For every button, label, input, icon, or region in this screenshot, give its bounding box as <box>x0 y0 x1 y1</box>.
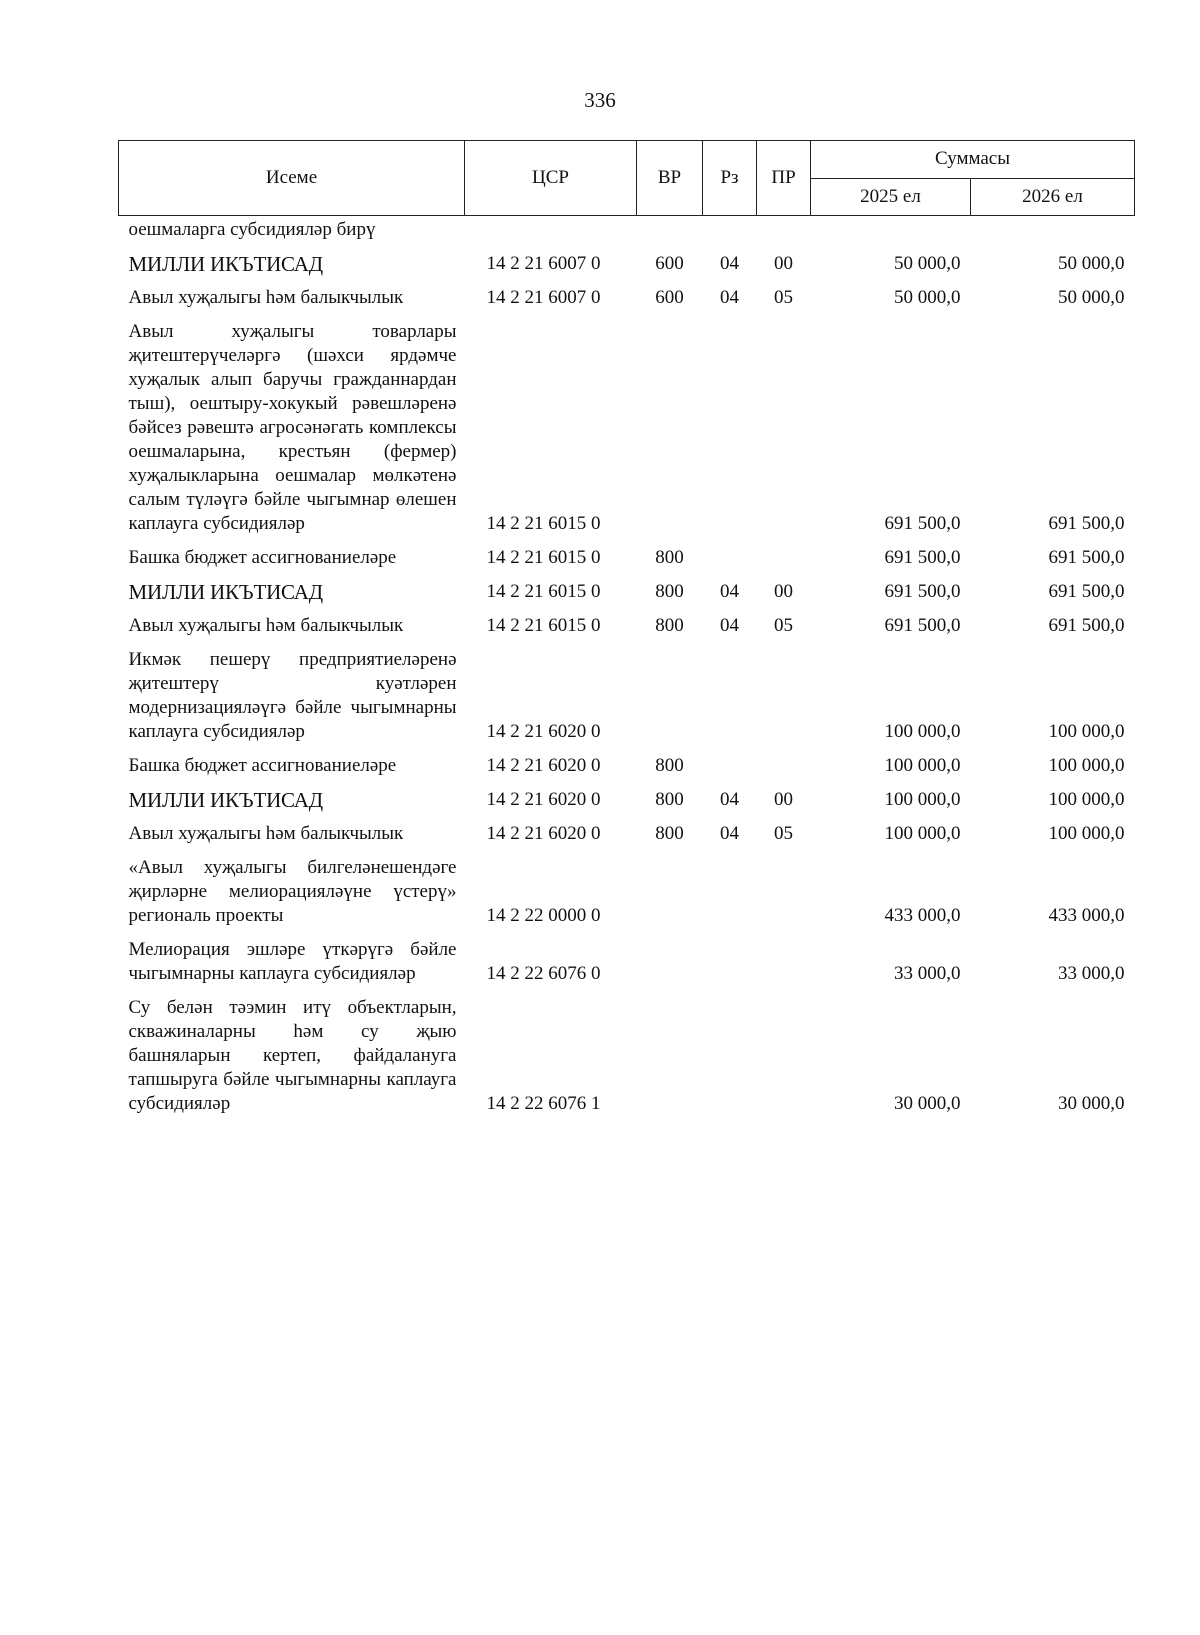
name-cell: МИЛЛИ ИКЪТИСАД <box>128 580 323 604</box>
pr-cell <box>757 216 811 243</box>
table-row <box>119 536 1135 570</box>
table-row <box>119 276 1135 310</box>
name-cell: оешмаларга субсидияләр бирү <box>128 219 376 240</box>
pr-cell: 05 <box>774 287 793 308</box>
name-cell: МИЛЛИ ИКЪТИСАД <box>128 252 323 276</box>
csr-cell <box>465 216 637 243</box>
pr-cell <box>757 846 811 928</box>
amount-2025-cell: 100 000,0 <box>884 755 961 776</box>
pr-cell <box>757 744 811 778</box>
amount-2025-cell: 691 500,0 <box>884 615 961 636</box>
header-year-2025: 2025 ел <box>811 178 971 216</box>
pr-cell: 05 <box>774 615 793 636</box>
vr-cell: 800 <box>655 755 684 776</box>
amount-2025-cell: 691 500,0 <box>884 547 961 568</box>
vr-cell: 600 <box>655 287 684 308</box>
header-pr: ПР <box>757 141 811 216</box>
amount-2026-cell: 691 500,0 <box>1048 513 1125 534</box>
table-row <box>119 242 1135 276</box>
name-cell: МИЛЛИ ИКЪТИСАД <box>128 788 323 812</box>
rz-cell: 04 <box>720 287 739 308</box>
rz-cell <box>703 638 757 744</box>
rz-cell <box>703 310 757 536</box>
table-row <box>119 604 1135 638</box>
pr-cell: 00 <box>774 253 793 274</box>
rz-cell <box>703 928 757 986</box>
rz-cell: 04 <box>720 823 739 844</box>
rz-cell: 04 <box>720 253 739 274</box>
vr-cell: 800 <box>655 547 684 568</box>
amount-2026-cell: 100 000,0 <box>1048 789 1125 810</box>
table-body <box>119 216 1135 1117</box>
csr-cell: 14 2 21 6007 0 <box>486 253 601 274</box>
table-header <box>119 141 1135 216</box>
rz-cell <box>703 846 757 928</box>
name-cell: Башка бюджет ассигнованиеләре <box>128 547 397 568</box>
csr-cell: 14 2 21 6020 0 <box>486 823 601 844</box>
budget-table <box>118 140 1135 1116</box>
vr-cell: 800 <box>655 615 684 636</box>
amount-2026-cell: 100 000,0 <box>1048 721 1125 742</box>
rz-cell: 04 <box>720 581 739 602</box>
rz-cell: 04 <box>720 615 739 636</box>
amount-2026-cell <box>971 216 1135 243</box>
amount-2025-cell: 433 000,0 <box>884 905 961 926</box>
rz-cell <box>703 536 757 570</box>
name-cell: Башка бюджет ассигнованиеләре <box>128 755 397 776</box>
amount-2025-cell <box>811 216 971 243</box>
header-year-2026: 2026 ел <box>971 178 1135 216</box>
table-row <box>119 638 1135 744</box>
vr-cell <box>637 928 703 986</box>
amount-2026-cell: 33 000,0 <box>1058 963 1125 984</box>
amount-2025-cell: 100 000,0 <box>884 721 961 742</box>
amount-2025-cell: 50 000,0 <box>894 287 961 308</box>
amount-2026-cell: 691 500,0 <box>1048 615 1125 636</box>
rz-cell <box>703 744 757 778</box>
csr-cell: 14 2 21 6015 0 <box>486 615 601 636</box>
amount-2025-cell: 100 000,0 <box>884 823 961 844</box>
amount-2025-cell: 33 000,0 <box>894 963 961 984</box>
name-cell: «Авыл хуҗалыгы билгеләнешендәге җирләрне мелиорацияләүне үстерү» региональ проекты <box>128 857 457 926</box>
table-row <box>119 778 1135 812</box>
amount-2025-cell: 691 500,0 <box>884 581 961 602</box>
amount-2026-cell: 691 500,0 <box>1048 581 1125 602</box>
table-row <box>119 846 1135 928</box>
csr-cell: 14 2 22 6076 0 <box>486 963 601 984</box>
name-cell: Мелиорация эшләре үткәрүгә бәйле чыгымнарны каплауга субсидияләр <box>128 939 457 984</box>
pr-cell <box>757 310 811 536</box>
header-name: Исеме <box>119 141 465 216</box>
vr-cell: 600 <box>655 253 684 274</box>
table-row <box>119 928 1135 986</box>
name-cell: Авыл хуҗалыгы һәм балыкчылык <box>128 615 404 636</box>
table-row <box>119 744 1135 778</box>
amount-2026-cell: 691 500,0 <box>1048 547 1125 568</box>
name-cell: Икмәк пешерү предприятиеләренә җитештерү куәтләрен модернизацияләүгә бәйле чыгымнарны каплауга субсидияләр <box>128 649 457 742</box>
amount-2025-cell: 100 000,0 <box>884 789 961 810</box>
rz-cell <box>703 986 757 1116</box>
header-rz: Рз <box>703 141 757 216</box>
vr-cell: 800 <box>655 789 684 810</box>
table-row <box>119 216 1135 243</box>
amount-2026-cell: 50 000,0 <box>1058 287 1125 308</box>
table-row <box>119 812 1135 846</box>
page-number: 336 <box>584 88 616 112</box>
name-cell: Авыл хуҗалыгы һәм балыкчылык <box>128 823 404 844</box>
csr-cell: 14 2 21 6015 0 <box>486 547 601 568</box>
header-sums: Суммасы <box>811 141 1135 179</box>
csr-cell: 14 2 21 6020 0 <box>486 755 601 776</box>
name-cell: Су белән тәэмин итү объектларын, скважиналарны һәм су җыю башняларын кертеп, файдалануга тапшыруга бәйле чыгымнарны каплауга субсидияләр <box>128 997 457 1114</box>
pr-cell <box>757 928 811 986</box>
table-row <box>119 570 1135 604</box>
rz-cell <box>703 216 757 243</box>
pr-cell: 00 <box>774 581 793 602</box>
pr-cell <box>757 638 811 744</box>
amount-2026-cell: 50 000,0 <box>1058 253 1125 274</box>
csr-cell: 14 2 21 6007 0 <box>486 287 601 308</box>
amount-2025-cell: 30 000,0 <box>894 1093 961 1114</box>
vr-cell <box>637 310 703 536</box>
header-csr: ЦСР <box>465 141 637 216</box>
amount-2025-cell: 50 000,0 <box>894 253 961 274</box>
amount-2026-cell: 30 000,0 <box>1058 1093 1125 1114</box>
vr-cell: 800 <box>655 581 684 602</box>
amount-2025-cell: 691 500,0 <box>884 513 961 534</box>
pr-cell: 00 <box>774 789 793 810</box>
amount-2026-cell: 100 000,0 <box>1048 823 1125 844</box>
vr-cell <box>637 846 703 928</box>
amount-2026-cell: 100 000,0 <box>1048 755 1125 776</box>
pr-cell <box>757 536 811 570</box>
pr-cell: 05 <box>774 823 793 844</box>
name-cell: Авыл хуҗалыгы һәм балыкчылык <box>128 287 404 308</box>
vr-cell <box>637 216 703 243</box>
csr-cell: 14 2 21 6015 0 <box>486 581 601 602</box>
pr-cell <box>757 986 811 1116</box>
table-row <box>119 310 1135 536</box>
vr-cell <box>637 638 703 744</box>
csr-cell: 14 2 22 6076 1 <box>486 1093 601 1114</box>
name-cell: Авыл хуҗалыгы товарлары җитештерүчеләргә (шәхси ярдәмче хуҗалык алып баручы гражданнардан тыш), оештыру-хокукый рәвешләренә бәйсез рәвештә агросәнәгать комплексы оешмаларына, крестьян (фермер) хуҗалыкларына оешмалар мөлкәтенә салым түләүгә бәйле чыгымнар өлешен каплауга субсидияләр <box>128 321 457 534</box>
header-vr: ВР <box>637 141 703 216</box>
rz-cell: 04 <box>720 789 739 810</box>
csr-cell: 14 2 21 6015 0 <box>486 513 601 534</box>
table-row <box>119 986 1135 1116</box>
amount-2026-cell: 433 000,0 <box>1048 905 1125 926</box>
vr-cell: 800 <box>655 823 684 844</box>
csr-cell: 14 2 21 6020 0 <box>486 721 601 742</box>
csr-cell: 14 2 21 6020 0 <box>486 789 601 810</box>
vr-cell <box>637 986 703 1116</box>
csr-cell: 14 2 22 0000 0 <box>486 905 601 926</box>
